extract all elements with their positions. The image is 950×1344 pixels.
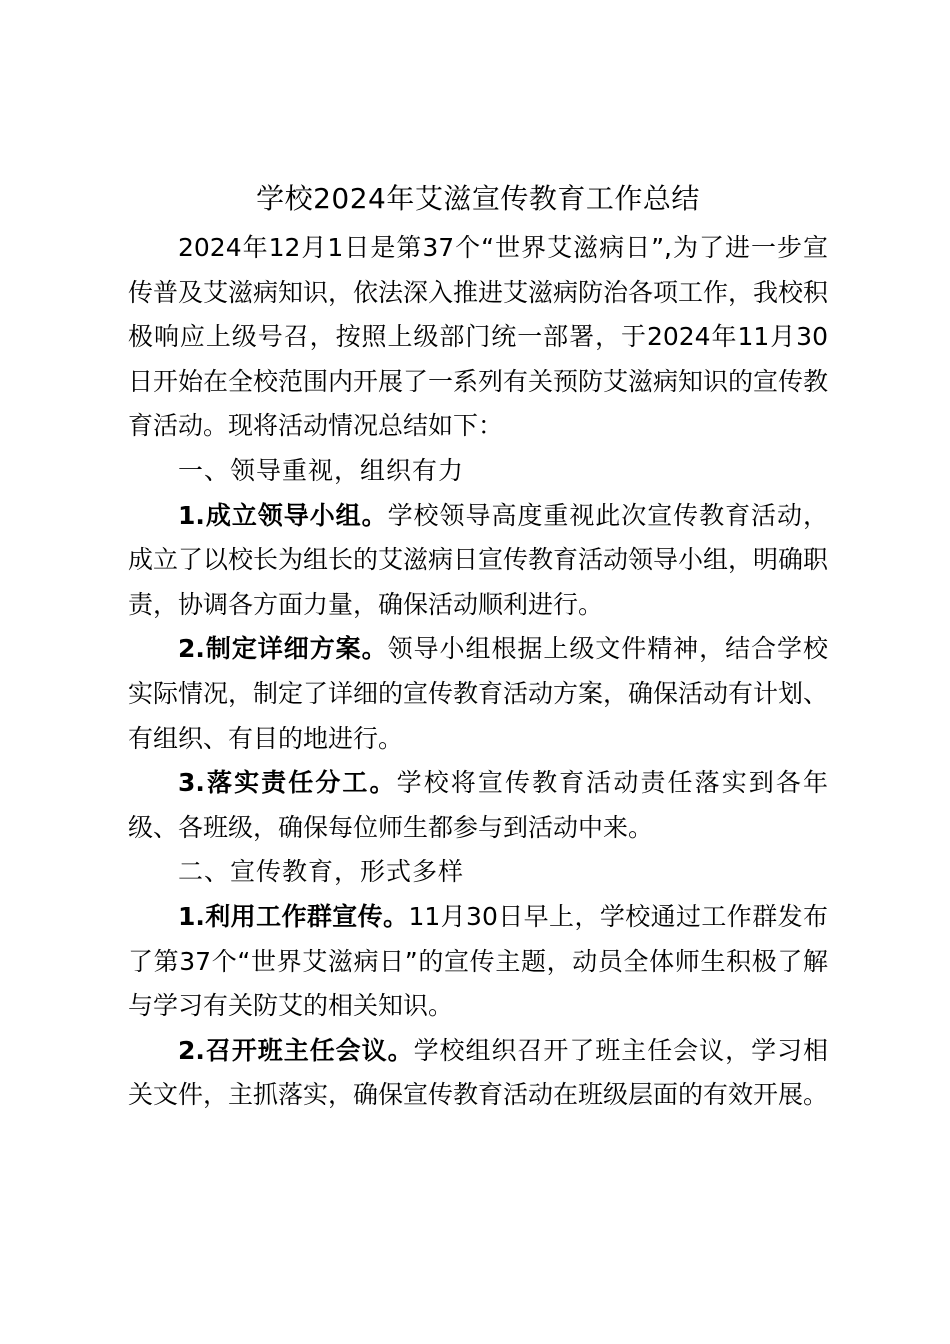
document-title: 学校2024年艾滋宣传教育工作总结 bbox=[256, 182, 700, 215]
item-text: 学校领导高度重视此次宣传教育活动，成立了以校长为组长的艾滋病日宣传教育活动领导小组，明确职责，协调各方面力量，确保活动顺利进行。 bbox=[128, 500, 829, 619]
item-text: 学校组织召开了班主任会议，学习相关文件，主抓落实，确保宣传教育活动在班级层面的有效开展。 bbox=[128, 1035, 829, 1110]
document-body bbox=[128, 172, 828, 1118]
section-heading-2: 二、宣传教育，形式多样 bbox=[178, 857, 465, 887]
section-1-item-1 bbox=[128, 494, 828, 628]
section-1-item-2 bbox=[128, 627, 828, 761]
item-lead: 1.成立领导小组。 bbox=[178, 500, 388, 530]
item-text: 11月30日早上，学校通过工作群发布了第37个“世界艾滋病日”的宣传主题，动员全体师生积极了解与学习有关防艾的相关知识。 bbox=[128, 901, 828, 1021]
section-2-item-1 bbox=[128, 895, 828, 1029]
intro-paragraph: 2024年12月1日是第37个“世界艾滋病日”,为了进一步宣传普及艾滋病知识，依法深入推进艾滋病防治各项工作，我校积极响应上级号召，按照上级部门统一部署，于2024年11月30日开始在全校范围内开展了一系列有关预防艾滋病知识的宣传教育活动。现将活动情况总结如下： bbox=[128, 233, 829, 441]
item-lead: 3.落实责任分工。 bbox=[178, 768, 397, 798]
section-heading-1: 一、领导重视，组织有力 bbox=[178, 455, 465, 485]
item-lead: 2.召开班主任会议。 bbox=[178, 1035, 414, 1065]
item-text: 学校将宣传教育活动责任落实到各年级、各班级，确保每位师生都参与到活动中来。 bbox=[128, 768, 828, 842]
section-2-item-2 bbox=[128, 1029, 828, 1118]
item-lead: 1.利用工作群宣传。 bbox=[178, 901, 409, 931]
item-text: 领导小组根据上级文件精神，结合学校实际情况，制定了详细的宣传教育活动方案，确保活动有计划、有组织、有目的地进行。 bbox=[128, 634, 829, 753]
item-lead: 2.制定详细方案。 bbox=[178, 634, 388, 664]
section-1-item-3 bbox=[128, 761, 828, 850]
